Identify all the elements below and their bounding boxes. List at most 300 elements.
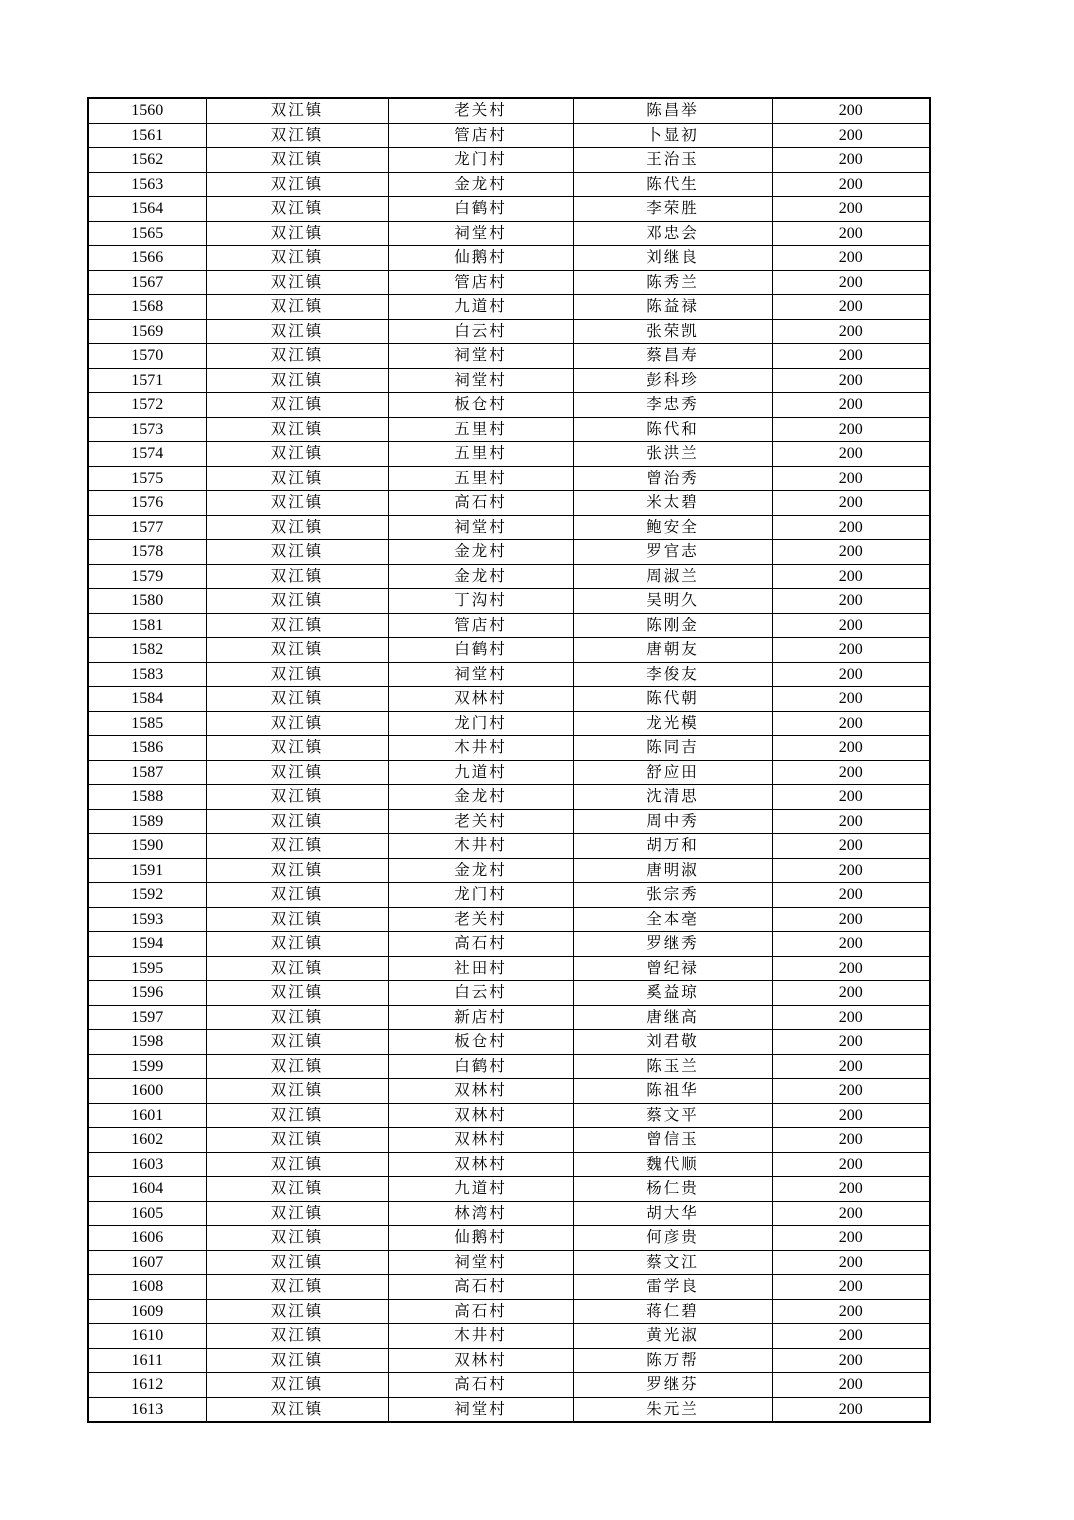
town-cell: 双江镇 [206, 981, 388, 1006]
village-cell: 祠堂村 [388, 1250, 573, 1275]
name-cell: 蒋仁碧 [573, 1299, 772, 1324]
table-row [88, 932, 930, 957]
name-cell: 李忠秀 [573, 393, 772, 418]
table-row [88, 295, 930, 320]
table-row [88, 1226, 930, 1251]
amount-cell: 200 [772, 1201, 930, 1226]
table-row [88, 1054, 930, 1079]
name-cell: 陈代生 [573, 172, 772, 197]
village-cell: 祠堂村 [388, 1397, 573, 1422]
village-cell: 丁沟村 [388, 589, 573, 614]
amount-cell: 200 [772, 319, 930, 344]
table-row [88, 221, 930, 246]
amount-cell: 200 [772, 981, 930, 1006]
table-row [88, 858, 930, 883]
row-number-cell: 1592 [88, 883, 206, 908]
table-row [88, 1152, 930, 1177]
name-cell: 鲍安全 [573, 515, 772, 540]
table-row [88, 172, 930, 197]
table-row [88, 246, 930, 271]
name-cell: 蔡文江 [573, 1250, 772, 1275]
name-cell: 舒应田 [573, 760, 772, 785]
village-cell: 祠堂村 [388, 221, 573, 246]
table-row [88, 1079, 930, 1104]
name-cell: 魏代顺 [573, 1152, 772, 1177]
amount-cell: 200 [772, 148, 930, 173]
table-row [88, 540, 930, 565]
village-cell: 老关村 [388, 907, 573, 932]
name-cell: 李俊友 [573, 662, 772, 687]
row-number-cell: 1598 [88, 1030, 206, 1055]
row-number-cell: 1607 [88, 1250, 206, 1275]
name-cell: 王治玉 [573, 148, 772, 173]
amount-cell: 200 [772, 1005, 930, 1030]
table-row [88, 319, 930, 344]
table-row [88, 711, 930, 736]
row-number-cell: 1568 [88, 295, 206, 320]
row-number-cell: 1593 [88, 907, 206, 932]
village-cell: 管店村 [388, 270, 573, 295]
town-cell: 双江镇 [206, 1201, 388, 1226]
name-cell: 唐继高 [573, 1005, 772, 1030]
town-cell: 双江镇 [206, 785, 388, 810]
row-number-cell: 1572 [88, 393, 206, 418]
town-cell: 双江镇 [206, 687, 388, 712]
village-cell: 板仓村 [388, 1030, 573, 1055]
village-cell: 金龙村 [388, 785, 573, 810]
amount-cell: 200 [772, 1103, 930, 1128]
village-cell: 仙鹅村 [388, 1226, 573, 1251]
name-cell: 蔡昌寿 [573, 344, 772, 369]
name-cell: 陈昌举 [573, 98, 772, 123]
village-cell: 龙门村 [388, 711, 573, 736]
table-row [88, 368, 930, 393]
village-cell: 双林村 [388, 1079, 573, 1104]
town-cell: 双江镇 [206, 809, 388, 834]
row-number-cell: 1594 [88, 932, 206, 957]
row-number-cell: 1591 [88, 858, 206, 883]
table-row [88, 1275, 930, 1300]
table-row [88, 466, 930, 491]
village-cell: 林湾村 [388, 1201, 573, 1226]
table-row [88, 785, 930, 810]
town-cell: 双江镇 [206, 1348, 388, 1373]
town-cell: 双江镇 [206, 417, 388, 442]
row-number-cell: 1604 [88, 1177, 206, 1202]
village-cell: 金龙村 [388, 564, 573, 589]
amount-cell: 200 [772, 1226, 930, 1251]
amount-cell: 200 [772, 956, 930, 981]
name-cell: 罗继芬 [573, 1373, 772, 1398]
town-cell: 双江镇 [206, 1005, 388, 1030]
village-cell: 金龙村 [388, 858, 573, 883]
amount-cell: 200 [772, 1177, 930, 1202]
table-row [88, 883, 930, 908]
row-number-cell: 1613 [88, 1397, 206, 1422]
table-row [88, 1201, 930, 1226]
amount-cell: 200 [772, 1128, 930, 1153]
village-cell: 高石村 [388, 1373, 573, 1398]
name-cell: 刘君敬 [573, 1030, 772, 1055]
table-row [88, 197, 930, 222]
table-row [88, 662, 930, 687]
row-number-cell: 1573 [88, 417, 206, 442]
town-cell: 双江镇 [206, 1079, 388, 1104]
town-cell: 双江镇 [206, 197, 388, 222]
town-cell: 双江镇 [206, 638, 388, 663]
village-cell: 高石村 [388, 932, 573, 957]
row-number-cell: 1603 [88, 1152, 206, 1177]
table-row [88, 1103, 930, 1128]
amount-cell: 200 [772, 883, 930, 908]
roster-table-body [88, 98, 930, 1422]
table-row [88, 442, 930, 467]
amount-cell: 200 [772, 1275, 930, 1300]
name-cell: 李荣胜 [573, 197, 772, 222]
amount-cell: 200 [772, 466, 930, 491]
village-cell: 祠堂村 [388, 515, 573, 540]
amount-cell: 200 [772, 613, 930, 638]
row-number-cell: 1570 [88, 344, 206, 369]
row-number-cell: 1589 [88, 809, 206, 834]
town-cell: 双江镇 [206, 98, 388, 123]
amount-cell: 200 [772, 1299, 930, 1324]
town-cell: 双江镇 [206, 172, 388, 197]
village-cell: 木井村 [388, 736, 573, 761]
name-cell: 陈玉兰 [573, 1054, 772, 1079]
amount-cell: 200 [772, 221, 930, 246]
table-row [88, 564, 930, 589]
row-number-cell: 1606 [88, 1226, 206, 1251]
village-cell: 仙鹅村 [388, 246, 573, 271]
village-cell: 龙门村 [388, 148, 573, 173]
village-cell: 五里村 [388, 442, 573, 467]
amount-cell: 200 [772, 246, 930, 271]
town-cell: 双江镇 [206, 711, 388, 736]
town-cell: 双江镇 [206, 123, 388, 148]
row-number-cell: 1600 [88, 1079, 206, 1104]
name-cell: 周中秀 [573, 809, 772, 834]
amount-cell: 200 [772, 687, 930, 712]
row-number-cell: 1577 [88, 515, 206, 540]
name-cell: 胡大华 [573, 1201, 772, 1226]
row-number-cell: 1590 [88, 834, 206, 859]
name-cell: 张洪兰 [573, 442, 772, 467]
name-cell: 龙光模 [573, 711, 772, 736]
amount-cell: 200 [772, 932, 930, 957]
name-cell: 曾治秀 [573, 466, 772, 491]
row-number-cell: 1578 [88, 540, 206, 565]
table-row [88, 589, 930, 614]
table-row [88, 344, 930, 369]
amount-cell: 200 [772, 344, 930, 369]
row-number-cell: 1575 [88, 466, 206, 491]
name-cell: 杨仁贵 [573, 1177, 772, 1202]
amount-cell: 200 [772, 540, 930, 565]
name-cell: 罗继秀 [573, 932, 772, 957]
amount-cell: 200 [772, 589, 930, 614]
town-cell: 双江镇 [206, 907, 388, 932]
village-cell: 金龙村 [388, 172, 573, 197]
name-cell: 黄光淑 [573, 1324, 772, 1349]
village-cell: 龙门村 [388, 883, 573, 908]
table-row [88, 981, 930, 1006]
village-cell: 高石村 [388, 1299, 573, 1324]
row-number-cell: 1586 [88, 736, 206, 761]
row-number-cell: 1583 [88, 662, 206, 687]
village-cell: 白云村 [388, 319, 573, 344]
table-row [88, 638, 930, 663]
village-cell: 管店村 [388, 613, 573, 638]
roster-table [87, 97, 931, 1423]
name-cell: 全本亳 [573, 907, 772, 932]
amount-cell: 200 [772, 834, 930, 859]
row-number-cell: 1571 [88, 368, 206, 393]
name-cell: 陈万帮 [573, 1348, 772, 1373]
amount-cell: 200 [772, 417, 930, 442]
table-row [88, 687, 930, 712]
town-cell: 双江镇 [206, 442, 388, 467]
village-cell: 白鹤村 [388, 638, 573, 663]
table-row [88, 393, 930, 418]
table-row [88, 834, 930, 859]
town-cell: 双江镇 [206, 344, 388, 369]
name-cell: 曾信玉 [573, 1128, 772, 1153]
table-row [88, 809, 930, 834]
table-row [88, 1397, 930, 1422]
name-cell: 卜显初 [573, 123, 772, 148]
table-row [88, 417, 930, 442]
amount-cell: 200 [772, 515, 930, 540]
name-cell: 陈代朝 [573, 687, 772, 712]
name-cell: 张荣凯 [573, 319, 772, 344]
town-cell: 双江镇 [206, 515, 388, 540]
village-cell: 五里村 [388, 466, 573, 491]
table-row [88, 1177, 930, 1202]
amount-cell: 200 [772, 809, 930, 834]
row-number-cell: 1565 [88, 221, 206, 246]
village-cell: 九道村 [388, 1177, 573, 1202]
town-cell: 双江镇 [206, 956, 388, 981]
town-cell: 双江镇 [206, 1226, 388, 1251]
amount-cell: 200 [772, 1373, 930, 1398]
amount-cell: 200 [772, 858, 930, 883]
name-cell: 唐明淑 [573, 858, 772, 883]
village-cell: 高石村 [388, 1275, 573, 1300]
town-cell: 双江镇 [206, 1275, 388, 1300]
village-cell: 双林村 [388, 1128, 573, 1153]
village-cell: 高石村 [388, 491, 573, 516]
row-number-cell: 1564 [88, 197, 206, 222]
name-cell: 陈秀兰 [573, 270, 772, 295]
village-cell: 双林村 [388, 1103, 573, 1128]
name-cell: 朱元兰 [573, 1397, 772, 1422]
row-number-cell: 1579 [88, 564, 206, 589]
amount-cell: 200 [772, 442, 930, 467]
village-cell: 双林村 [388, 1152, 573, 1177]
town-cell: 双江镇 [206, 1324, 388, 1349]
amount-cell: 200 [772, 368, 930, 393]
table-row [88, 1128, 930, 1153]
amount-cell: 200 [772, 711, 930, 736]
village-cell: 双林村 [388, 687, 573, 712]
name-cell: 陈代和 [573, 417, 772, 442]
town-cell: 双江镇 [206, 736, 388, 761]
town-cell: 双江镇 [206, 491, 388, 516]
row-number-cell: 1560 [88, 98, 206, 123]
row-number-cell: 1596 [88, 981, 206, 1006]
row-number-cell: 1608 [88, 1275, 206, 1300]
town-cell: 双江镇 [206, 932, 388, 957]
table-row [88, 613, 930, 638]
amount-cell: 200 [772, 1152, 930, 1177]
village-cell: 白鹤村 [388, 1054, 573, 1079]
amount-cell: 200 [772, 1397, 930, 1422]
name-cell: 刘继良 [573, 246, 772, 271]
amount-cell: 200 [772, 270, 930, 295]
name-cell: 米太碧 [573, 491, 772, 516]
row-number-cell: 1581 [88, 613, 206, 638]
amount-cell: 200 [772, 1324, 930, 1349]
table-row [88, 1324, 930, 1349]
town-cell: 双江镇 [206, 295, 388, 320]
village-cell: 金龙村 [388, 540, 573, 565]
amount-cell: 200 [772, 295, 930, 320]
amount-cell: 200 [772, 638, 930, 663]
row-number-cell: 1610 [88, 1324, 206, 1349]
name-cell: 陈益禄 [573, 295, 772, 320]
town-cell: 双江镇 [206, 1103, 388, 1128]
row-number-cell: 1588 [88, 785, 206, 810]
town-cell: 双江镇 [206, 1152, 388, 1177]
village-cell: 白鹤村 [388, 197, 573, 222]
town-cell: 双江镇 [206, 858, 388, 883]
amount-cell: 200 [772, 760, 930, 785]
town-cell: 双江镇 [206, 589, 388, 614]
row-number-cell: 1605 [88, 1201, 206, 1226]
row-number-cell: 1611 [88, 1348, 206, 1373]
name-cell: 沈清思 [573, 785, 772, 810]
village-cell: 老关村 [388, 98, 573, 123]
village-cell: 管店村 [388, 123, 573, 148]
row-number-cell: 1584 [88, 687, 206, 712]
town-cell: 双江镇 [206, 368, 388, 393]
village-cell: 白云村 [388, 981, 573, 1006]
village-cell: 老关村 [388, 809, 573, 834]
town-cell: 双江镇 [206, 466, 388, 491]
town-cell: 双江镇 [206, 319, 388, 344]
table-row [88, 736, 930, 761]
town-cell: 双江镇 [206, 1128, 388, 1153]
amount-cell: 200 [772, 1030, 930, 1055]
village-cell: 社田村 [388, 956, 573, 981]
name-cell: 陈祖华 [573, 1079, 772, 1104]
row-number-cell: 1566 [88, 246, 206, 271]
row-number-cell: 1602 [88, 1128, 206, 1153]
town-cell: 双江镇 [206, 1373, 388, 1398]
amount-cell: 200 [772, 564, 930, 589]
row-number-cell: 1585 [88, 711, 206, 736]
name-cell: 陈刚金 [573, 613, 772, 638]
amount-cell: 200 [772, 1250, 930, 1275]
name-cell: 雷学良 [573, 1275, 772, 1300]
village-cell: 祠堂村 [388, 344, 573, 369]
village-cell: 九道村 [388, 760, 573, 785]
town-cell: 双江镇 [206, 662, 388, 687]
town-cell: 双江镇 [206, 1250, 388, 1275]
village-cell: 双林村 [388, 1348, 573, 1373]
row-number-cell: 1574 [88, 442, 206, 467]
town-cell: 双江镇 [206, 221, 388, 246]
name-cell: 奚益琼 [573, 981, 772, 1006]
amount-cell: 200 [772, 98, 930, 123]
village-cell: 祠堂村 [388, 368, 573, 393]
table-row [88, 1250, 930, 1275]
town-cell: 双江镇 [206, 613, 388, 638]
amount-cell: 200 [772, 785, 930, 810]
row-number-cell: 1599 [88, 1054, 206, 1079]
town-cell: 双江镇 [206, 393, 388, 418]
table-row [88, 1299, 930, 1324]
name-cell: 曾纪禄 [573, 956, 772, 981]
town-cell: 双江镇 [206, 1054, 388, 1079]
row-number-cell: 1612 [88, 1373, 206, 1398]
amount-cell: 200 [772, 1054, 930, 1079]
name-cell: 吴明久 [573, 589, 772, 614]
name-cell: 胡万和 [573, 834, 772, 859]
town-cell: 双江镇 [206, 270, 388, 295]
town-cell: 双江镇 [206, 1030, 388, 1055]
amount-cell: 200 [772, 907, 930, 932]
town-cell: 双江镇 [206, 834, 388, 859]
village-cell: 九道村 [388, 295, 573, 320]
village-cell: 木井村 [388, 834, 573, 859]
village-cell: 新店村 [388, 1005, 573, 1030]
village-cell: 祠堂村 [388, 662, 573, 687]
amount-cell: 200 [772, 197, 930, 222]
amount-cell: 200 [772, 491, 930, 516]
table-row [88, 760, 930, 785]
row-number-cell: 1609 [88, 1299, 206, 1324]
name-cell: 陈同吉 [573, 736, 772, 761]
name-cell: 唐朝友 [573, 638, 772, 663]
table-row [88, 1348, 930, 1373]
amount-cell: 200 [772, 393, 930, 418]
name-cell: 罗官志 [573, 540, 772, 565]
table-row [88, 270, 930, 295]
town-cell: 双江镇 [206, 540, 388, 565]
town-cell: 双江镇 [206, 1177, 388, 1202]
table-row [88, 956, 930, 981]
row-number-cell: 1569 [88, 319, 206, 344]
town-cell: 双江镇 [206, 760, 388, 785]
amount-cell: 200 [772, 123, 930, 148]
town-cell: 双江镇 [206, 246, 388, 271]
row-number-cell: 1601 [88, 1103, 206, 1128]
row-number-cell: 1597 [88, 1005, 206, 1030]
name-cell: 邓忠会 [573, 221, 772, 246]
village-cell: 木井村 [388, 1324, 573, 1349]
name-cell: 蔡文平 [573, 1103, 772, 1128]
table-row [88, 491, 930, 516]
table-row [88, 148, 930, 173]
town-cell: 双江镇 [206, 1397, 388, 1422]
row-number-cell: 1580 [88, 589, 206, 614]
town-cell: 双江镇 [206, 564, 388, 589]
name-cell: 张宗秀 [573, 883, 772, 908]
row-number-cell: 1595 [88, 956, 206, 981]
row-number-cell: 1576 [88, 491, 206, 516]
